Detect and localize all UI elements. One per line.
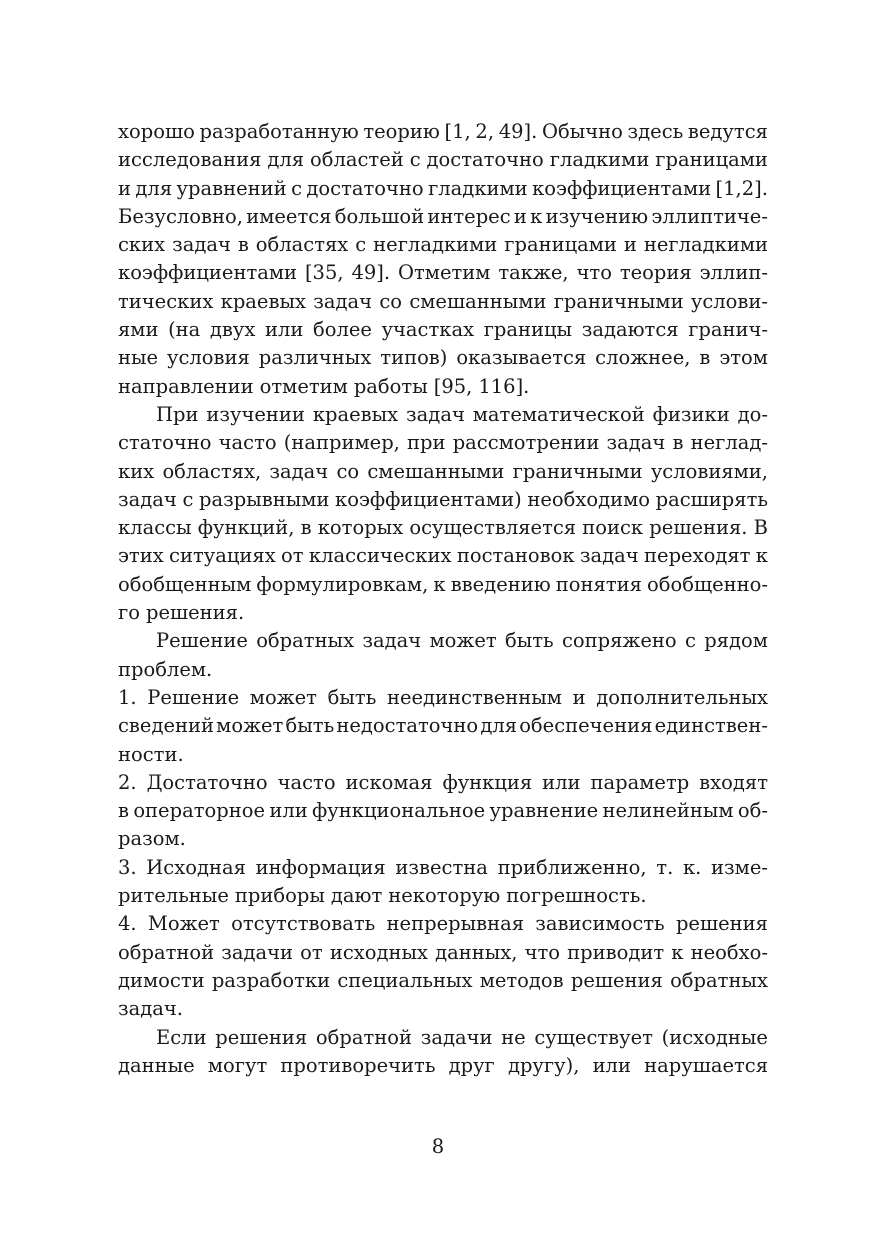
word: информация: [255, 855, 386, 879]
text-line: [118, 627, 768, 655]
word: данные: [118, 1053, 195, 1077]
word: в: [118, 799, 129, 823]
word: (исходные: [661, 1025, 768, 1049]
word: 116].: [478, 374, 530, 398]
text-line: [118, 967, 768, 995]
word: с: [684, 629, 696, 653]
word: и: [572, 685, 586, 709]
text-line: [118, 373, 768, 401]
word: В: [753, 516, 768, 540]
word: которых: [317, 516, 404, 540]
text-line: [118, 259, 768, 287]
word: формулировкам,: [256, 572, 429, 596]
word: со: [379, 289, 403, 313]
text-line: [118, 118, 768, 146]
word: может: [216, 714, 284, 738]
word: ских: [118, 233, 166, 257]
word: задач: [172, 233, 231, 257]
word: решения.: [145, 601, 245, 625]
text-line: [118, 344, 768, 372]
word: обратных: [670, 968, 768, 992]
word: коэффициентами: [118, 261, 298, 285]
text-line: [118, 656, 768, 684]
word: задач: [269, 459, 329, 483]
text-line: [118, 1052, 768, 1080]
word: задач: [606, 431, 666, 455]
text-line: [118, 542, 768, 570]
word: физики: [652, 402, 730, 426]
word: Отметим: [398, 261, 491, 285]
word: некоторую: [388, 884, 501, 908]
word: Обычно: [541, 120, 623, 143]
word: или: [269, 799, 308, 823]
word: специальных: [337, 968, 473, 992]
text-line: [118, 797, 768, 825]
text-line: [118, 486, 768, 514]
word: быть: [285, 714, 335, 738]
text-line: [118, 203, 768, 231]
word: обобщенно-: [647, 572, 768, 596]
word: разработанную: [199, 120, 359, 143]
word: достаточно: [426, 148, 544, 172]
word: параметр: [590, 770, 690, 794]
word: рительные: [118, 884, 229, 908]
word: граничными: [512, 459, 643, 483]
text-line: [118, 854, 768, 882]
word: ные: [118, 346, 159, 370]
word: математической: [472, 402, 645, 426]
word: смешанными: [367, 459, 505, 483]
word: переходят: [644, 544, 751, 568]
word: для: [135, 176, 173, 200]
word: в: [672, 431, 684, 455]
word: классических: [308, 544, 452, 568]
text-line: [118, 769, 768, 797]
word: единствен-: [654, 714, 768, 738]
word: направлении: [118, 374, 254, 398]
word: Если: [156, 1025, 207, 1049]
word: коэффициентами: [532, 176, 712, 200]
word: обобщенным: [118, 572, 252, 596]
word: Достаточно: [146, 770, 268, 794]
word: этих: [118, 544, 164, 568]
word: исследования: [118, 148, 262, 172]
word: эллиптиче-: [651, 204, 768, 228]
word: гранич-: [688, 318, 768, 342]
word: быть: [505, 629, 554, 653]
word: [1,: [444, 120, 471, 143]
word: нелинейным: [602, 799, 734, 823]
word: дают: [330, 884, 383, 908]
text-line: [118, 1024, 768, 1052]
word: более: [313, 318, 372, 342]
word: Решение: [147, 685, 240, 709]
word: задач: [313, 289, 373, 313]
word: сопряжено: [561, 629, 677, 653]
word: зависимость: [535, 912, 665, 936]
word: расширять: [655, 487, 768, 511]
word: краевых: [220, 289, 306, 313]
word: изме-: [711, 855, 768, 879]
word: искомая: [345, 770, 433, 794]
word: отметим: [259, 374, 348, 398]
word: задач: [118, 487, 177, 511]
word: с: [355, 233, 367, 257]
word: отсутствовать: [231, 912, 376, 936]
text-line: [118, 741, 768, 769]
word: приближенно,: [497, 855, 647, 879]
word: обратной: [315, 1025, 413, 1049]
word: услови-: [690, 289, 768, 313]
word: Решение: [156, 629, 248, 653]
word: входят: [699, 770, 768, 794]
word: для: [267, 148, 305, 172]
word: в: [300, 516, 312, 540]
text-line: [118, 514, 768, 542]
word: к: [755, 544, 768, 568]
word: приводит: [567, 940, 665, 964]
word: коэффициентами): [335, 487, 522, 511]
word: для: [480, 714, 518, 738]
word: этом: [719, 346, 768, 370]
word: 49].: [498, 120, 538, 143]
word: При: [156, 402, 199, 426]
word: что: [524, 940, 561, 964]
word: может: [429, 629, 497, 653]
word: областях,: [162, 459, 262, 483]
word: и: [118, 176, 131, 200]
word: 3.: [118, 855, 137, 879]
word: хорошо: [118, 120, 195, 143]
word: областей: [310, 148, 404, 172]
word: обеспечения: [519, 714, 653, 738]
word: границами: [655, 148, 768, 172]
text-line: [118, 684, 768, 712]
word: известна: [395, 855, 488, 879]
word: методов: [479, 968, 564, 992]
word: что: [576, 261, 612, 285]
word: необхо-: [690, 940, 768, 964]
word: постановок: [456, 544, 575, 568]
word: с: [291, 176, 302, 200]
word: задаются: [581, 318, 679, 342]
word: функция: [442, 770, 533, 794]
word: изучению: [545, 204, 649, 228]
word: задач: [406, 402, 465, 426]
word: быть: [327, 685, 377, 709]
word: поиск: [582, 516, 644, 540]
word: границы: [483, 318, 573, 342]
word: го: [118, 601, 140, 625]
word: оказывается: [456, 346, 587, 370]
word: не: [501, 1025, 526, 1049]
word: Безусловно,: [118, 204, 243, 228]
word: недостаточно: [336, 714, 479, 738]
page-body: [118, 118, 768, 1080]
word: до-: [737, 402, 768, 426]
word: исходных: [329, 940, 429, 964]
word: погрешность.: [506, 884, 647, 908]
word: об-: [737, 799, 768, 823]
text-line: [118, 429, 768, 457]
word: задач: [579, 544, 639, 568]
word: сложнее,: [595, 346, 691, 370]
word: функциональное: [312, 799, 486, 823]
text-line: [118, 825, 768, 853]
word: часто: [277, 770, 336, 794]
word: с: [182, 487, 194, 511]
text-line: [118, 571, 768, 599]
word: друг: [448, 1053, 495, 1077]
word: 1.: [118, 685, 137, 709]
word: решения: [675, 912, 768, 936]
word: задач.: [118, 997, 183, 1021]
word: классы: [118, 516, 192, 540]
word: к: [433, 572, 446, 596]
word: операторное: [133, 799, 265, 823]
word: другу),: [507, 1053, 580, 1077]
word: неединственным: [386, 685, 562, 709]
word: понятия: [555, 572, 642, 596]
word: может: [249, 685, 317, 709]
word: в: [699, 346, 711, 370]
word: могут: [207, 1053, 268, 1077]
word: уравнение: [489, 799, 599, 823]
text-line: [118, 910, 768, 938]
word: от: [281, 544, 304, 568]
word: Может: [147, 912, 220, 936]
word: разрывными: [199, 487, 330, 511]
word: (например,: [283, 431, 400, 455]
word: различных: [258, 346, 372, 370]
word: решения: [570, 968, 663, 992]
word: граничными: [553, 289, 684, 313]
text-line: [118, 599, 768, 627]
word: осуществляется: [409, 516, 577, 540]
word: 4.: [118, 912, 137, 936]
text-line: [118, 316, 768, 344]
word: рядом: [704, 629, 768, 653]
word: также,: [498, 261, 569, 285]
word: проблем.: [118, 657, 213, 681]
word: работы: [353, 374, 428, 398]
word: смешанными: [409, 289, 547, 313]
text-line: [118, 712, 768, 740]
word: со: [336, 459, 360, 483]
word: интерес: [427, 204, 511, 228]
word: типов): [380, 346, 448, 370]
word: при: [407, 431, 446, 455]
word: краевых: [312, 402, 399, 426]
word: задачи: [221, 940, 294, 964]
word: к.: [682, 855, 702, 879]
word: часто: [218, 431, 277, 455]
word: 49].: [351, 261, 391, 285]
word: от: [300, 940, 323, 964]
word: приборы: [234, 884, 325, 908]
text-line: [118, 146, 768, 174]
word: или: [542, 770, 581, 794]
word: гладкими: [428, 176, 528, 200]
text-line: [118, 882, 768, 910]
word: или: [592, 1053, 631, 1077]
word: участках: [381, 318, 475, 342]
word: гладкими: [549, 148, 650, 172]
word: функций,: [197, 516, 295, 540]
word: большой: [334, 204, 425, 228]
word: задачи: [420, 1025, 493, 1049]
word: обратной: [118, 940, 215, 964]
word: к: [530, 204, 543, 228]
page-number: 8: [431, 1135, 445, 1158]
word: статочно: [118, 431, 212, 455]
word: существует: [534, 1025, 653, 1049]
text-line: [118, 995, 768, 1023]
word: достаточно: [306, 176, 424, 200]
word: разом.: [118, 827, 186, 851]
word: или: [265, 318, 304, 342]
word: теория: [619, 261, 692, 285]
word: (на: [168, 318, 201, 342]
word: задач: [362, 629, 422, 653]
word: двух: [209, 318, 256, 342]
text-line: [118, 175, 768, 203]
word: эллип-: [699, 261, 768, 285]
word: ности.: [118, 742, 184, 766]
word: непрерывная: [386, 912, 525, 936]
word: т.: [656, 855, 674, 879]
word: границами: [504, 233, 617, 257]
word: димости: [118, 968, 205, 992]
word: негладкими: [643, 233, 768, 257]
word: [95,: [433, 374, 473, 398]
word: ями: [118, 318, 159, 342]
word: решения: [215, 1025, 308, 1049]
word: имеется: [246, 204, 332, 228]
word: с: [409, 148, 421, 172]
word: областях: [255, 233, 349, 257]
word: тических: [118, 289, 214, 313]
word: Исходная: [146, 855, 246, 879]
word: уравнений: [176, 176, 287, 200]
word: необходимо: [527, 487, 650, 511]
word: введению: [450, 572, 551, 596]
word: и: [513, 204, 527, 228]
word: нарушается: [644, 1053, 768, 1077]
word: разработки: [211, 968, 331, 992]
word: решения.: [649, 516, 748, 540]
word: изучении: [206, 402, 305, 426]
word: ситуациях: [169, 544, 276, 568]
word: [1,2].: [715, 176, 768, 200]
word: дополнительных: [596, 685, 768, 709]
word: противоречить: [280, 1053, 436, 1077]
word: 2,: [475, 120, 495, 143]
word: в: [237, 233, 249, 257]
word: неглад-: [690, 431, 768, 455]
word: сведений: [118, 714, 214, 738]
word: и: [623, 233, 637, 257]
text-line: [118, 288, 768, 316]
word: [35,: [304, 261, 344, 285]
text-line: [118, 401, 768, 429]
word: теорию: [363, 120, 440, 143]
word: здесь: [627, 120, 684, 143]
word: данных,: [435, 940, 518, 964]
word: условия: [167, 346, 250, 370]
word: обратных: [256, 629, 355, 653]
text-line: [118, 458, 768, 486]
word: ведутся: [687, 120, 768, 143]
text-line: [118, 939, 768, 967]
word: рассмотрении: [452, 431, 600, 455]
word: негладкими: [373, 233, 498, 257]
text-line: [118, 231, 768, 259]
word: ких: [118, 459, 155, 483]
word: к: [671, 940, 684, 964]
word: 2.: [118, 770, 137, 794]
word: условиями,: [650, 459, 768, 483]
